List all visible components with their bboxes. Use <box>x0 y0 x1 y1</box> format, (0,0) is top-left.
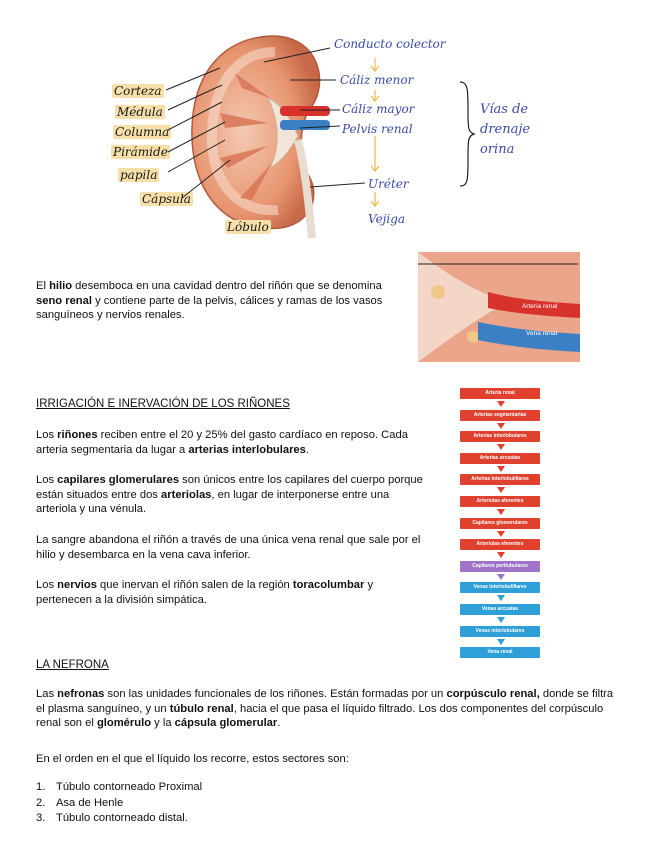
label-lobulo: Lóbulo <box>227 220 269 234</box>
label-capsula: Cápsula <box>142 192 191 206</box>
label-piramide: Pirámide <box>113 145 168 159</box>
flowchart-arrow <box>497 531 505 537</box>
flowchart-arrow <box>497 466 505 472</box>
flowchart-step: Arterias arcuatas <box>460 453 540 464</box>
flowchart-step: Arteriolas eferentes <box>460 539 540 550</box>
label-pelvis-renal: Pelvis renal <box>342 122 413 136</box>
flowchart-step: Capilares peritubulares <box>460 561 540 572</box>
label-conducto-colector: Conducto colector <box>334 37 446 51</box>
inset-artery-label: Arteria renal <box>522 303 558 310</box>
flowchart-arrow <box>497 617 505 623</box>
flowchart-step: Capilares glomerulares <box>460 518 540 529</box>
label-corteza: Corteza <box>114 84 162 98</box>
list-item: 3. Túbulo contorneado distal. <box>36 812 188 824</box>
section-heading-irrigacion: IRRIGACIÓN E INERVACIÓN DE LOS RIÑONES <box>36 398 290 410</box>
nefrona-paragraph-2: En el orden en el que el líquido los recorre, estos sectores son: <box>36 753 349 765</box>
brace-label: Vías de drenaje orina <box>480 102 531 157</box>
label-ureter: Uréter <box>368 177 409 191</box>
flowchart-arrow <box>497 595 505 601</box>
irrigacion-paragraph-3: La sangre abandona el riñón a través de una única vena renal que sale por el hilio y desembarca en la vena cava inferior. <box>36 534 421 561</box>
flowchart-arrow <box>497 487 505 493</box>
brace <box>456 80 476 190</box>
flowchart-step: Vena renal <box>460 647 540 658</box>
flowchart-step: Arteriolas aferentes <box>460 496 540 507</box>
nefrona-sectors-list <box>36 780 202 827</box>
irrigacion-paragraph-2: Los capilares glomerulares son únicos entre los capilares del cuerpo porque están situados entre dos arteriolas, en lugar de interponerse entre una arteriola y una vénula. <box>36 474 423 515</box>
irrigacion-paragraph-4: Los nervios que inervan el riñón salen de la región toracolumbar y pertenecen a la división simpática. <box>36 579 374 606</box>
section-heading-nefrona: LA NEFRONA <box>36 659 109 671</box>
label-columna: Columna <box>115 125 170 139</box>
flowchart-arrow <box>497 509 505 515</box>
hilio-paragraph: El hilio desemboca en una cavidad dentro del riñón que se denomina seno renal y contiene parte de la pelvis, cálices y ramas de los vasos sanguíneos y nervios renales. <box>36 280 383 321</box>
list-item: 2. Asa de Henle <box>36 796 124 809</box>
flowchart-arrow <box>497 552 505 558</box>
flowchart-step: Arterias segmentarias <box>460 410 540 421</box>
label-caliz-menor: Cáliz menor <box>340 73 414 87</box>
label-medula: Médula <box>117 105 163 119</box>
inset-vein-label: Vena renal <box>526 330 558 337</box>
irrigacion-paragraph-1: Los riñones reciben entre el 20 y 25% del gasto cardíaco en reposo. Cada arteria segmentaria da lugar a arterias interlobulares. <box>36 429 408 456</box>
list-item: 1. Túbulo contorneado Proximal <box>36 781 203 793</box>
right-arrows <box>260 40 400 215</box>
flowchart-arrow <box>497 444 505 450</box>
nefrona-paragraph-1: Las nefronas son las unidades funcionales de los riñones. Están formadas por un corpúsculo renal, donde se filtra el plasma sanguíneo, y un túbulo renal, hacia el que pasa el líquido filtrado. Los dos componentes del corpúsculo renal son el glomérulo y la cápsula glomerular. <box>36 688 614 729</box>
flowchart-step: Arterias interlobulillares <box>460 474 540 485</box>
label-papila: papila <box>120 168 158 182</box>
hilio-inset-image <box>418 252 580 362</box>
flowchart-arrow <box>497 423 505 429</box>
label-vejiga: Vejiga <box>368 212 406 226</box>
flowchart-arrow <box>497 639 505 645</box>
leader-lines-left <box>160 60 240 210</box>
flowchart-step: Arteria renal <box>460 388 540 399</box>
flowchart-arrow <box>497 401 505 407</box>
flowchart-step: Venas interlobulillares <box>460 582 540 593</box>
flowchart-arrow <box>497 574 505 580</box>
flowchart-step: Venas arcuatas <box>460 604 540 615</box>
flowchart-step: Arterias interlobulares <box>460 431 540 442</box>
label-caliz-mayor: Cáliz mayor <box>342 102 415 116</box>
flowchart-step: Venas interlobulares <box>460 626 540 637</box>
